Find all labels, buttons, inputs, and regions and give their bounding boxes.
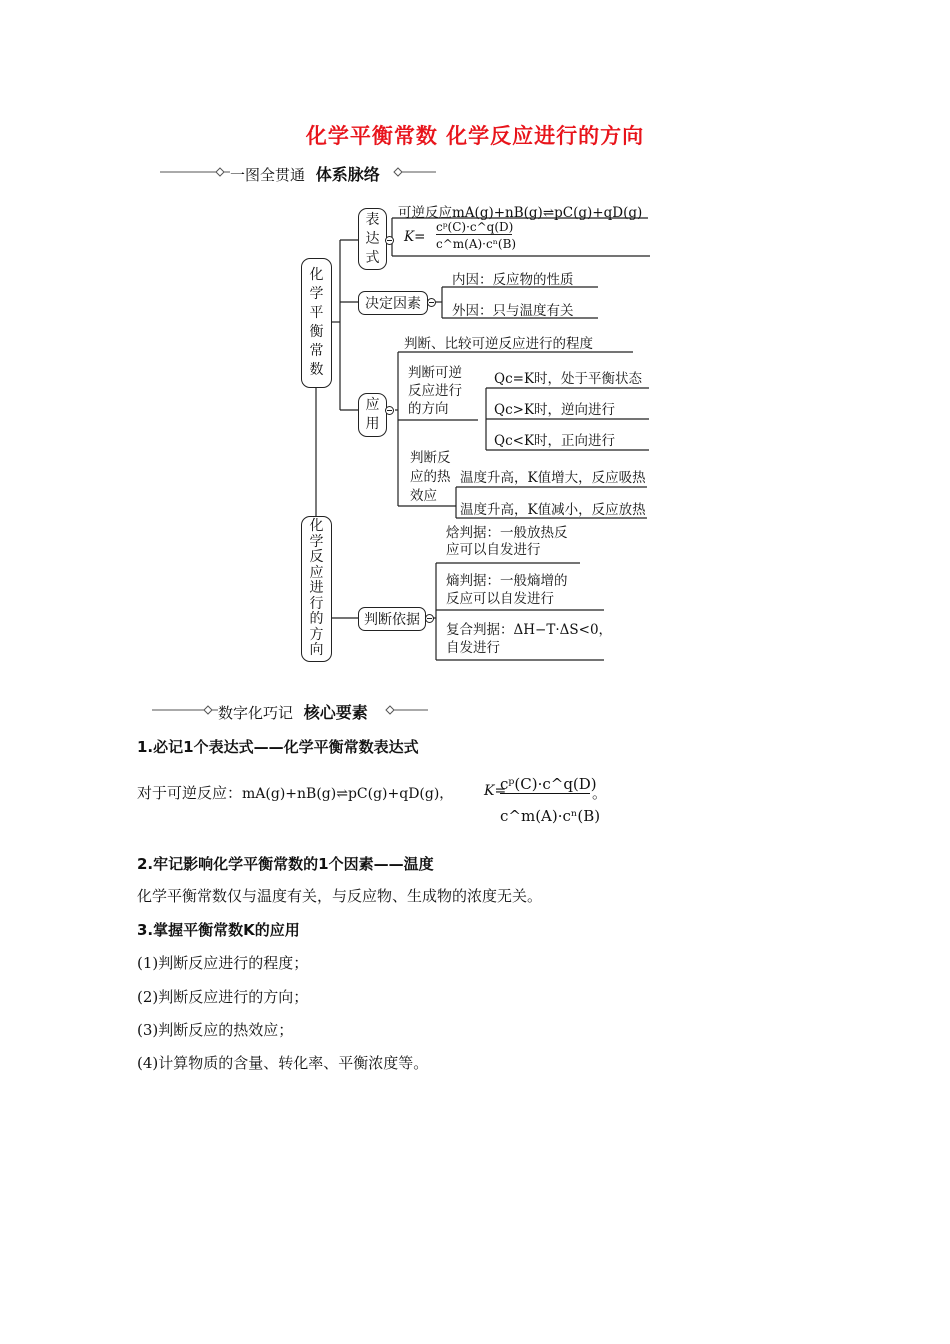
root-char: 化 [309,518,324,535]
heading-3: 3.掌握平衡常数K的应用 [137,921,300,939]
root-char: 应 [309,564,324,581]
section-divider-2b [384,702,434,718]
mindmap-basis-enthalpy [446,525,568,559]
paragraph-prefix: 对于可逆反应： [137,784,243,802]
section-header-core [218,700,368,723]
heading-2: 2.牢记影响化学平衡常数的1个因素——温度 [137,855,434,873]
mindmap-direction-item: Qc<K时，正向进行 [494,433,616,449]
root-char: 化 [309,267,324,283]
box-char: 式 [365,249,380,266]
mindmap-apply-box [358,393,387,437]
root-char: 衡 [309,324,324,340]
paragraph-reaction: mA(g)+nB(g)⇌pC(g)+qD(g)， [242,786,454,802]
list-item: (2)判断反应进行的方向； [137,988,309,1006]
root-char: 常 [309,343,324,359]
mindmap-direction-item: Qc=K时，处于平衡状态 [494,371,643,387]
root-char: 行 [309,595,324,612]
mindmap-factor-box [358,291,428,315]
paragraph-k-numerator: cᵖ(C)·c^q(D) [500,775,597,793]
root-char: 的 [309,611,324,628]
mindmap-k-numerator: cᵖ(C)·c^q(D) [436,220,514,234]
factor-box-label: 决定因素 [365,296,421,312]
mindmap-factor-outer: 外因：只与温度有关 [452,303,574,319]
mindmap-apply-direction-label [408,364,462,418]
paragraph-k-denominator: c^m(A)·cⁿ(B) [500,807,601,825]
root-char: 向 [309,642,324,659]
collapse-icon [425,614,434,623]
section-header-bold: 体系脉络 [315,165,380,184]
label-line: 焓判据：一般放热反 [446,525,568,541]
label-line: 应可以自发进行 [446,542,541,558]
box-char: 应 [365,397,380,413]
mindmap-root-equilibrium-constant [301,258,332,388]
collapse-icon [427,298,436,307]
root-char: 反 [309,549,324,566]
mindmap-k-denominator: c^m(A)·cⁿ(B) [436,237,517,251]
root-char: 平 [309,305,324,321]
mindmap-basis-entropy [446,572,568,608]
label-line: 自发进行 [446,640,500,656]
basis-box-label: 判断依据 [364,612,420,628]
box-char: 用 [365,416,380,432]
mindmap-root-reaction-direction [301,516,332,662]
root-char: 学 [309,286,324,302]
label-line: 反应进行 [408,383,462,399]
list-item: (1)判断反应进行的程度； [137,954,309,972]
mindmap-heat-item: 温度升高，K值增大，反应吸热 [460,470,646,486]
mindmap-direction-item: Qc>K时，逆向进行 [494,402,616,418]
collapse-icon [385,236,394,245]
mindmap-expression-reaction: 可逆反应mA(g)+nB(g)⇌pC(g)+qD(g) [398,205,643,221]
mindmap-factor-inner: 内因：反应物的性质 [452,272,574,288]
collapse-icon [385,406,394,415]
mindmap-apply-heat-label [410,449,451,506]
section-header-prefix: 一图全贯通 [230,166,306,184]
label-line: 复合判据：ΔH−T·ΔS<0， [446,622,613,638]
paragraph-temperature: 化学平衡常数仅与温度有关，与反应物、生成物的浓度无关。 [137,887,543,905]
section-header-prefix: 数字化巧记 [218,704,294,722]
paragraph-k-label: K= [484,783,507,799]
paragraph-expression [137,782,453,803]
mindmap-k-label: K= [404,229,426,245]
paragraph-end: 。 [592,784,608,802]
mindmap-heat-item: 温度升高，K值减小，反应放热 [460,502,646,518]
root-char: 学 [309,533,324,550]
root-char: 数 [309,362,324,378]
mindmap-basis-combined [446,621,612,657]
mindmap-expression-box [358,208,387,270]
box-char: 达 [365,230,380,247]
heading-1: 1.必记1个表达式——化学平衡常数表达式 [137,738,419,756]
mindmap-basis-box [358,607,426,631]
label-line: 判断反 [410,450,451,466]
mindmap-apply-degree: 判断、比较可逆反应进行的程度 [404,336,593,352]
list-item: (3)判断反应的热效应； [137,1021,294,1039]
label-line: 判断可逆 [408,365,462,381]
root-char: 方 [309,626,324,643]
label-line: 的方向 [408,401,449,417]
label-line: 应的热 [410,469,451,485]
label-line: 熵判据：一般熵增的 [446,573,568,589]
list-item: (4)计算物质的含量、转化率、平衡浓度等。 [137,1054,429,1072]
label-line: 反应可以自发进行 [446,591,554,607]
box-char: 表 [365,211,380,228]
root-char: 进 [309,580,324,597]
section-header-bold: 核心要素 [303,703,368,722]
page-title: 化学平衡常数 化学反应进行的方向 [305,124,645,148]
label-line: 效应 [410,488,437,504]
